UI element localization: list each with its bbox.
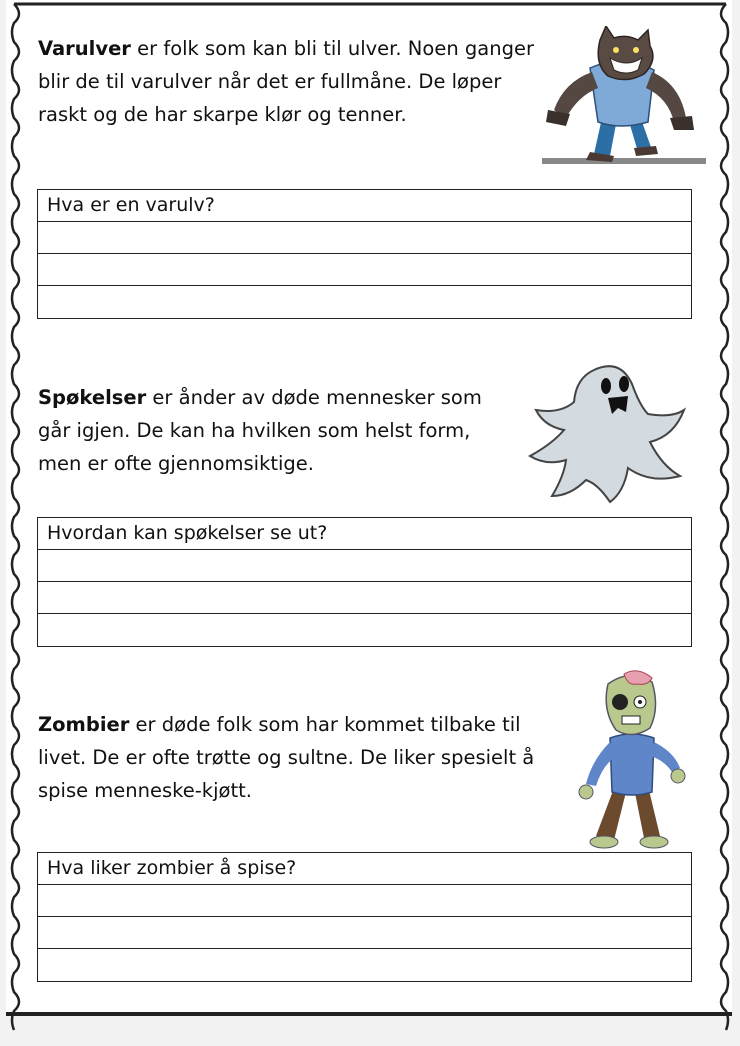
answer-line[interactable] xyxy=(38,222,691,254)
answer-line[interactable] xyxy=(38,286,691,318)
zombie-paragraph xyxy=(38,708,558,807)
werewolf-icon xyxy=(540,26,708,168)
ghost-answer-box xyxy=(37,517,692,647)
ghost-text: er ånder av døde mennesker som går igjen. De kan ha hvilken som helst form, men er ofte gjennomsiktige. xyxy=(38,386,482,475)
zombie-heading: Zombier xyxy=(38,713,130,736)
werewolf-text: er folk som kan bli til ulver. Noen ganger blir de til varulver når det er fullmåne. De løper raskt og de har skarpe klør og tenner. xyxy=(38,37,534,126)
zombie-question: Hva liker zombier å spise? xyxy=(38,853,691,885)
ghost-icon xyxy=(524,356,688,506)
answer-line[interactable] xyxy=(38,885,691,917)
zombie-answer-box xyxy=(37,852,692,982)
answer-line[interactable] xyxy=(38,582,691,614)
ghost-heading: Spøkelser xyxy=(38,386,147,409)
werewolf-paragraph xyxy=(38,32,538,131)
werewolf-answer-box xyxy=(37,189,692,319)
answer-line[interactable] xyxy=(38,254,691,286)
werewolf-heading: Varulver xyxy=(38,37,131,60)
answer-line[interactable] xyxy=(38,550,691,582)
werewolf-question: Hva er en varulv? xyxy=(38,190,691,222)
answer-line[interactable] xyxy=(38,614,691,646)
zombie-text: er døde folk som har kommet tilbake til livet. De er ofte trøtte og sultne. De liker spesielt å spise menneske-kjøtt. xyxy=(38,713,535,802)
answer-line[interactable] xyxy=(38,917,691,949)
zombie-icon xyxy=(574,668,690,854)
answer-line[interactable] xyxy=(38,949,691,981)
ghost-paragraph xyxy=(38,381,508,480)
ghost-question: Hvordan kan spøkelser se ut? xyxy=(38,518,691,550)
